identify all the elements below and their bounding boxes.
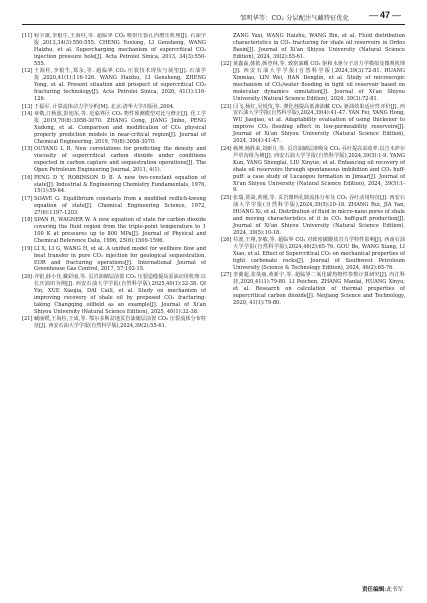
reference-entry xyxy=(22,104,206,111)
reference-number: [21] xyxy=(22,316,33,323)
responsible-editor xyxy=(362,585,403,593)
reference-entry xyxy=(221,33,405,61)
reference-columns xyxy=(22,33,405,581)
reference-entry xyxy=(22,33,206,68)
reference-entry xyxy=(22,146,206,174)
reference-entry xyxy=(22,196,206,217)
reference-entry xyxy=(221,146,405,195)
reference-entry xyxy=(22,246,206,274)
header-rule xyxy=(22,24,405,25)
reference-text: SPAN R, WAGNER W. A new equation of state for carbon dioxide covering the fluid region from the triple-point temperature to 1 100 K at pressures up to 800 MPa[J]. Journal of Physical and Chemical Reference Data, 1996, 25(6):1509-1596. xyxy=(34,217,206,245)
page-dash-right: — xyxy=(392,10,401,20)
reference-number: [18] xyxy=(22,217,33,224)
reference-entry xyxy=(22,316,206,330)
reference-text: ZANG Yuxi, WANG Haizhu, WANG Bin, et al. Fluid distribution characteristics in CO₂ fracturing for shale oil reservoirs in Ordos Basin[J]. Journal of Xi'an Shiyou University (Natural Science Edition), 2024, 39(2):55-61. xyxy=(233,33,405,60)
reference-text: 王海柱,李根生,郑永,等. 超临界 CO₂ 压裂技术现状与展望[J]. 石油学报,2020,41(1):116-126. WANG Haizhu, LI Gensheng, ZHENG Yong, et al. Present situation and prospect of supercritical CO₂ fracturing technology[J]. Acta Petrolei Sinica, 2020, 41(1):116-126. xyxy=(34,68,206,103)
reference-number: [26] xyxy=(221,237,232,244)
reference-number: [17] xyxy=(22,195,33,202)
reference-text: 黄鑫淼,韩依,韩登林,等. 致密油藏 CO₂ 驱和水驱分子动力学模拟及微观机理[J]. 西安石油大学学报(自然科学版),2024,39(3):72-81. HUANG Xinmiao, LIN Wei, HAN Denglin, et al. Study of microscopic mechanism of CO₂/water flooding in tight oil reservoir based on molecular dynamics simulation[J]. Journal of Xi'an Shiyou University (Natural Science Edition), 2024, 39(3):72-81. xyxy=(233,61,405,103)
reference-number: [11] xyxy=(22,33,33,39)
reference-entry xyxy=(22,217,206,245)
reference-number: [16] xyxy=(22,174,33,181)
reference-entry xyxy=(221,272,405,307)
reference-text: 闫飞,杨红,吴悦伎,等. 薄化剂提高低渗油藏 CO₂ 驱油效果适应性评价[J]. 西安石油大学学报(自然科学版),2024,39(4):41-47. YAN Fei, YANG Hong, WU Jiaojiao, et al. Adaptability evaluation of using thickener to improve CO₂ flooding effect in low-permeability reservoirs[J]. Journal of Xi'an Shiyou University (Natural Science Edition), 2024, 39(4):41-47. xyxy=(233,103,405,145)
reference-text: LI X, LI G, WANG H, et al. A unified model for wellbore flow and heat transfer in pure CO₂ injection for geological sequestration, EOR and fracturing operations[J]. International Journal of Greenhouse Gas Control, 2017, 57:102-15. xyxy=(34,245,206,273)
reference-number: [14] xyxy=(22,110,33,117)
running-header xyxy=(22,10,405,28)
reference-text: 齐银,薛小佳,戴彩丽,等. 页岩油储层前置 CO₂ 压裂造缝提高原油动用机理:以长庆油田为例[J]. 西安石油大学学报(自然科学版),2025,40(1):32-38. QI Yin, XUE Xiaojia, DAI Caili, et al. Study on mechanism of improving recovery of shale oil by preposed CO₂ fracturing: taking Changqing oilfield as an example[J]. Journal of Xi'an Shiyou University (Natural Science Edition), 2025, 40(1):32-38. xyxy=(34,273,206,315)
reference-text: 杨坤,杨胜来,刘新月,等. 页岩油储层渗吸及 CO₂ 吞吐提高采收率:以吉木萨尔芦草沟组为例[J]. 西安石油大学学报(自然科学版),2024,39(5):1-9. YANG Kun, YANG Shenglai, LIU Xinyue, et al. Enhancing oil recovery of shale oil reservoirs through spontaneous imbibition and CO₂ huff-puff: a case study of Lucaogou formation in Jimsar[J]. Journal of Xi'an Shiyou University (Natural Science Edition), 2024, 39(5):1-9. xyxy=(233,145,405,194)
page-number xyxy=(367,10,403,20)
reference-number: [15] xyxy=(22,146,33,153)
editor-name: 此书军 xyxy=(386,587,403,593)
reference-text: 臧丽媛,王海柱,王成,等. 鄂尔多斯盆地页岩油储层前置 CO₂ 压裂流体分布特征[J]. 西安石油大学学报(自然科学版),2024,39(2):55-61. xyxy=(34,316,206,330)
reference-text: SOAVE G. Equilibrium constants from a modified redlich-kwong equation of state[J]. Chemical Engineering Science, 1972, 27(6):1197-1203. xyxy=(34,195,206,216)
reference-number: [12] xyxy=(22,68,33,75)
reference-text: 程宇雄,李根生,王海柱,等. 超临界 CO₂ 喷射压裂孔内增压机理[J]. 石油学报,2013,34(3):550-555. CHENG Yuxiong, LI Gensheng, WANG Haizhu, et al. Supercharging mechanism of supercritical CO₂ injection pressure hole[J]. Acta Petrolei Sinica, 2013, 34(3):550-555. xyxy=(34,33,206,67)
reference-text: 王福军. 计算流体动力学分析[M]. 北京:清华大学出版社,2004. xyxy=(34,103,175,110)
editor-label: 责任编辑: xyxy=(361,587,387,593)
reference-number: [25] xyxy=(221,194,232,201)
reference-text: 张瑞,贾焱,黄刚,等. 页岩微纳孔隙流体分布及 CO₂ 吞吐动用特征[J]. 西安石油大学学报(自然科学版),2024,39(5):10-18. ZHANG Rui, JIA Yan, HUANG Xi, et al. Distribution of fluid in micro-nano pores of shale and moving characteristics of it in CO₂ huff-puff production[J]. Journal of Xi'an Shiyou University (Natural Science Edition), 2024, 39(5):10-18. xyxy=(233,194,405,236)
reference-text: 苟波,王翔,李敏,等. 超临界 CO₂ 对致密碳酸盐岩力学特性影响[J]. 西南石油大学学报(自然科学版),2024,46(2):65-76. GOU Bo, WANG Xiang, LI Xiao, et al. Effect of Supercritical CO₂ on mechanical properties of tight carbonate rocks[J]. Journal of Southwest Petroleum University (Science & Technology Edition), 2024, 46(2):65-76. xyxy=(233,237,405,271)
reference-text: PENG D Y, ROBINSON D B. A new two-constant equation of state[J]. Industrial & Engineering Chemistry Fundamentals, 1976, 15(1):59-64. xyxy=(34,174,206,195)
reference-entry xyxy=(221,104,405,146)
reference-entry xyxy=(221,195,405,237)
reference-number: [24] xyxy=(221,145,232,152)
reference-entry xyxy=(22,274,206,316)
reference-number: [22] xyxy=(221,61,232,68)
reference-text: 章敬,江秋波,彭旭东,等. 近临界区 CO₂ 物性预测模型对比与修正[J]. 化工学报,2019,70(8):3058-3070. ZHANG Cong, JIANG Jinbo, PENG Xudong, et al. Comparison and modification of CO₂ physical property prediction models in near-critical region[J]. Journal of Chemical Engineering, 2019, 70(8):3058-3070. xyxy=(34,110,206,145)
reference-column-left xyxy=(22,33,206,581)
page-dash-left: — xyxy=(368,10,378,20)
reference-number: [19] xyxy=(22,245,33,252)
reference-number: [13] xyxy=(22,103,33,110)
reference-number: [27] xyxy=(221,272,232,279)
running-title: 邹明华等：CO₂ 分层配注气藏特征优化 xyxy=(240,15,349,22)
page-number-value: 47 xyxy=(379,10,390,20)
reference-entry xyxy=(22,111,206,146)
reference-column-right xyxy=(221,33,405,581)
reference-entry xyxy=(221,237,405,272)
reference-text: OUYANG L B. New correlations for predicting the density and viscosity of supercritical carbon dioxide under conditions expected in carbon capture and sequestration operations[J]. The Open Petroleum Engineering Journal, 2011, 4(1). xyxy=(34,146,206,174)
reference-entry xyxy=(22,68,206,103)
reference-number: [23] xyxy=(221,103,232,110)
reference-entry xyxy=(221,61,405,103)
reference-number xyxy=(221,33,233,61)
reference-number: [20] xyxy=(22,273,33,280)
reference-text: 李翼超,张曼丽,黄新宇,等. 超临界二氧化碳热物性参数计算研究[J]. 内江科技,2020,41(1):79-80. LI Peichen, ZHANG Manlai, HUANG Xinyu, et al. Research on calculation of thermal properties of supercritical carbon dioxide[J]. Neijiang Science and Technology, 2020, 41(1):79-80. xyxy=(233,272,405,307)
reference-entry xyxy=(22,175,206,196)
